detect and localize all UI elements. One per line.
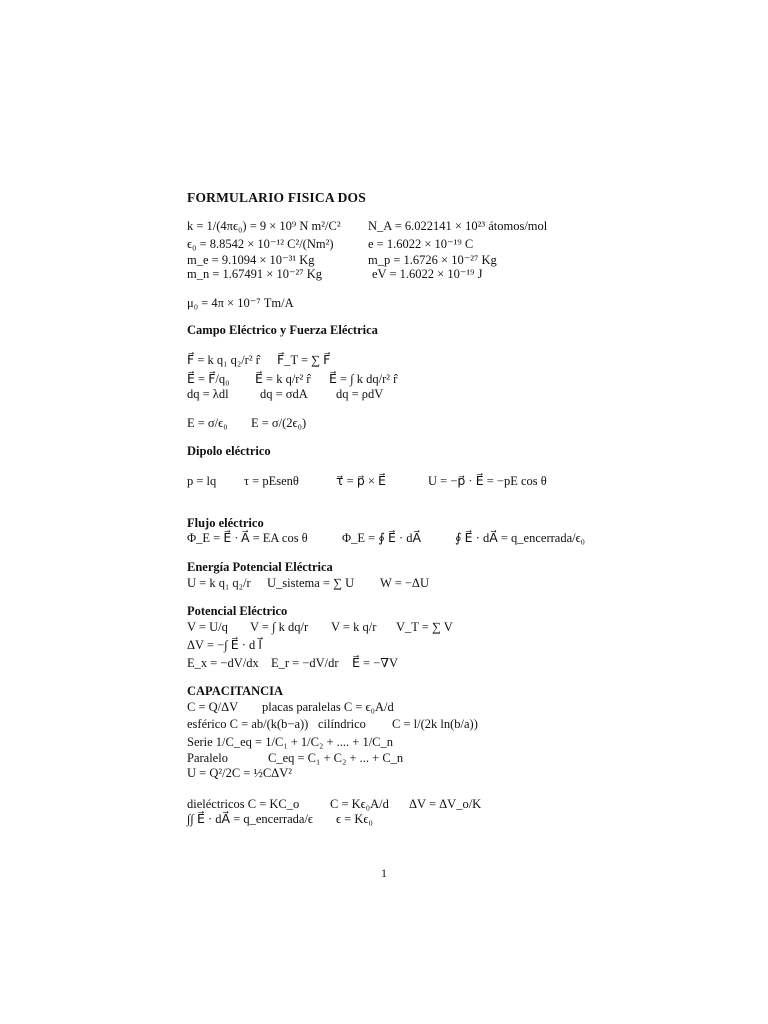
heading-potencial-electrico: Potencial Eléctrico: [187, 604, 288, 618]
constant-electron-charge: e = 1.6022 × 10⁻¹⁹ C: [368, 237, 474, 251]
constant-mu0: μ₀ = 4π × 10⁻⁷ Tm/A: [187, 296, 294, 310]
formula-dq-linear: dq = λdl: [187, 387, 229, 401]
formula-field-integral: E⃗ = ∫ k dq/r² r̂: [329, 372, 398, 386]
constant-avogadro: N_A = 6.022141 × 10²³ átomos/mol: [368, 219, 548, 233]
label-cylindrical: cilíndrico: [318, 717, 366, 731]
heading-energia-potencial: Energía Potencial Eléctrica: [187, 560, 333, 574]
heading-campo-electrico: Campo Eléctrico y Fuerza Eléctrica: [187, 323, 378, 337]
formula-parallel: C_eq = C₁ + C₂ + ... + C_n: [268, 751, 404, 765]
constant-electron-mass: m_e = 9.1094 × 10⁻³¹ Kg: [187, 253, 315, 267]
formula-field-conductor: E = σ/ϵ₀: [187, 416, 228, 430]
formula-series: Serie 1/C_eq = 1/C₁ + 1/C₂ + .... + 1/C_n: [187, 735, 394, 749]
formula-dielectric-voltage: ΔV = ΔV_o/K: [409, 797, 482, 811]
page-number: 1: [381, 866, 387, 880]
formula-flux-integral: Φ_E = ∮ E⃗ · dA⃗: [342, 531, 422, 545]
formula-parallel-plates: placas paralelas C = ϵ₀A/d: [262, 700, 394, 714]
document-title: FORMULARIO FISICA DOS: [187, 190, 366, 205]
formula-spherical: esférico C = ab/(k(b−a)): [187, 717, 309, 731]
formula-field-point: E⃗ = k q/r² r̂: [255, 372, 311, 386]
formula-torque-scalar: τ = pEsenθ: [244, 474, 299, 488]
formula-total-force: F⃗_T = ∑ F⃗: [277, 353, 331, 367]
heading-capacitancia: CAPACITANCIA: [187, 684, 284, 698]
formula-torque-vector: τ⃗ = p⃗ × E⃗: [336, 474, 386, 488]
formula-gauss-dielectric: ∫∫ E⃗ · dA⃗ = q_encerrada/ϵ: [187, 812, 313, 826]
formula-system-energy: U_sistema = ∑ U: [267, 576, 355, 590]
formula-potential-point: V = k q/r: [331, 620, 377, 634]
formula-dq-volume: dq = ρdV: [336, 387, 384, 401]
constant-neutron-mass: m_n = 1.67491 × 10⁻²⁷ Kg: [187, 267, 323, 281]
formula-potential-def: V = U/q: [187, 620, 228, 634]
label-parallel: Paralelo: [187, 751, 228, 765]
formula-potential-total: V_T = ∑ V: [396, 620, 453, 634]
formula-permittivity: ϵ = Kϵ₀: [336, 812, 373, 826]
formula-capacitance-def: C = Q/ΔV: [187, 700, 239, 714]
formula-field-gradient: E⃗ = −∇V: [352, 656, 399, 670]
formula-dipole-energy: U = −p⃗ · E⃗ = −pE cos θ: [428, 474, 547, 488]
formula-flux-uniform: Φ_E = E⃗ · A⃗ = EA cos θ: [187, 531, 308, 545]
formula-field-def: E⃗ = F⃗/q₀: [187, 372, 230, 386]
constant-proton-mass: m_p = 1.6726 × 10⁻²⁷ Kg: [368, 253, 497, 267]
formula-field-plane: E = σ/(2ϵ₀): [251, 416, 307, 430]
formula-dipole-moment: p = lq: [187, 474, 217, 488]
formula-gauss-law: ∮ E⃗ · dA⃗ = q_encerrada/ϵ₀: [455, 531, 586, 545]
formula-field-x: E_x = −dV/dx: [187, 656, 259, 670]
formula-potential-integral: V = ∫ k dq/r: [250, 620, 309, 634]
formula-potential-difference: ΔV = −∫ E⃗ · d l⃗: [187, 638, 262, 652]
formula-work: W = −ΔU: [380, 576, 429, 590]
formula-dielectric-plates: C = Kϵ₀A/d: [330, 797, 389, 811]
constant-k: k = 1/(4πϵ₀) = 9 × 10⁹ N m²/C²: [187, 219, 341, 233]
formula-dq-surface: dq = σdA: [260, 387, 308, 401]
formula-potential-energy: U = k q₁ q₂/r: [187, 576, 251, 590]
heading-dipolo: Dipolo eléctrico: [187, 444, 271, 458]
constant-electronvolt: eV = 1.6022 × 10⁻¹⁹ J: [372, 267, 483, 281]
formula-coulomb-force: F⃗ = k q₁ q₂/r² r̂: [187, 353, 260, 367]
heading-flujo: Flujo eléctrico: [187, 516, 264, 530]
constant-epsilon0: ϵ₀ = 8.8542 × 10⁻¹² C²/(Nm²): [187, 237, 334, 251]
formula-field-r: E_r = −dV/dr: [271, 656, 339, 670]
formula-cylindrical: C = l/(2k ln(b/a)): [392, 717, 478, 731]
formula-dielectric: dieléctricos C = KC_o: [187, 797, 300, 811]
formula-capacitor-energy: U = Q²/2C = ½CΔV²: [187, 766, 292, 780]
